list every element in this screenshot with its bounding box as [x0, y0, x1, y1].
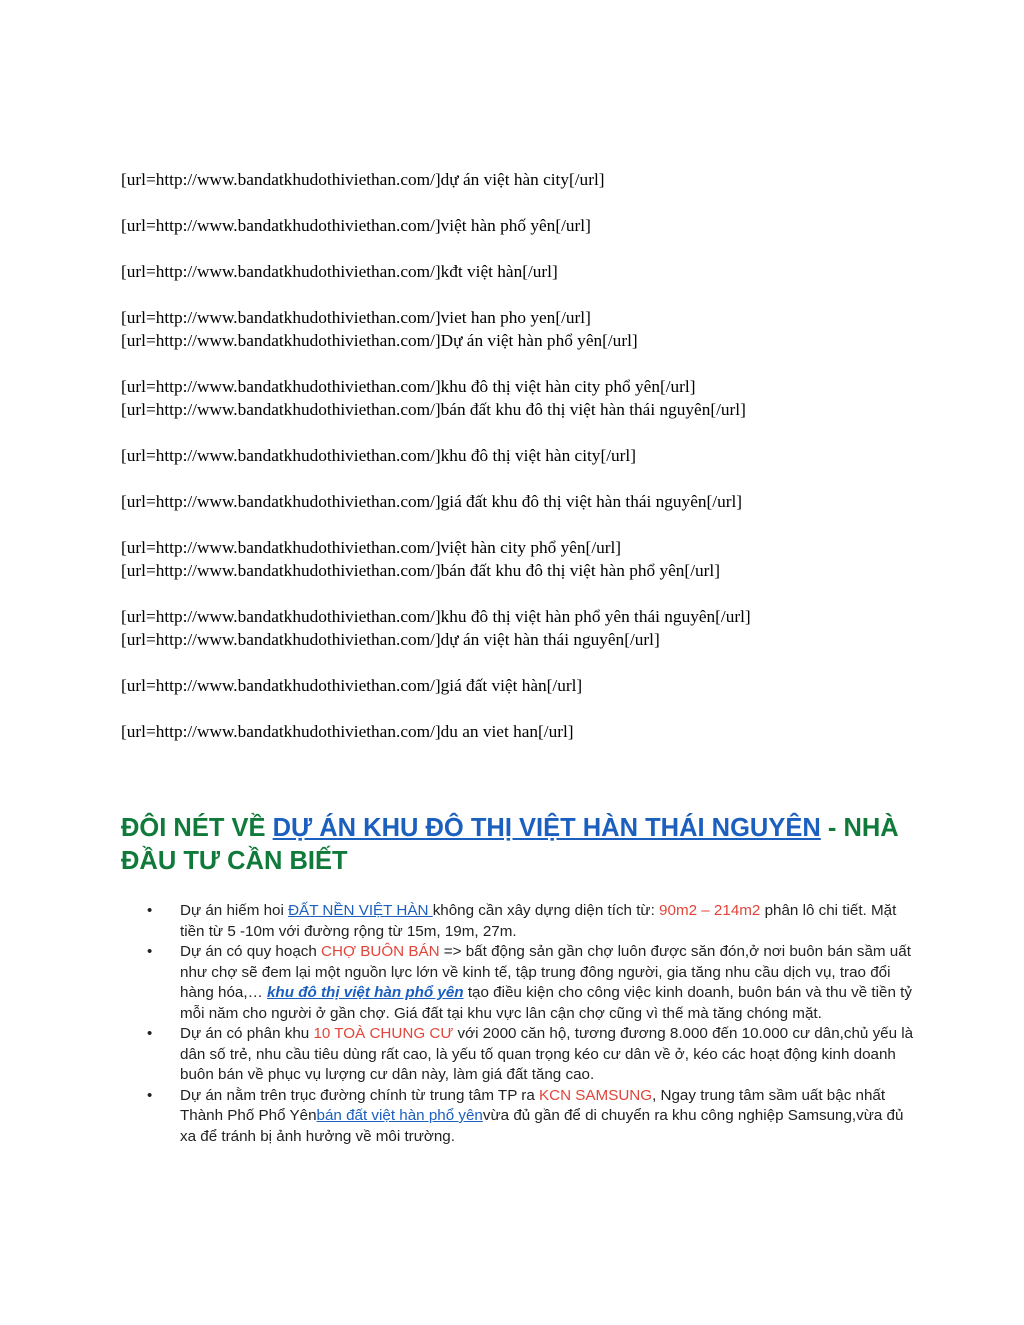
url-line: [url=http://www.bandatkhudothiviethan.com/]bán đất khu đô thị việt hàn phổ yên[/url] — [121, 561, 720, 580]
url-group — [121, 536, 981, 582]
bullet-icon: • — [147, 943, 153, 960]
khu-do-thi-link[interactable]: khu đô thị việt hàn phổ yên — [266, 984, 464, 1001]
section-heading — [121, 812, 941, 878]
bullet-text: Dự án có quy hoạch — [180, 943, 322, 960]
url-line: [url=http://www.bandatkhudothiviethan.com/]việt hàn phố yên[/url] — [121, 216, 591, 235]
bullet-text: tạo điều kiện cho công việc kinh doanh, buôn bán và thu về tiền tỷ mỗi năm cho người ở gần chợ. Giá đất tại khu vực lân cận chợ cũng vì thế mà tăng chóng mặt. — [180, 984, 912, 1022]
bullet-text: phân lô chi tiết. Mặt tiền từ 5 -10m với đường rộng từ 15m, 19m, 27m. — [180, 902, 897, 940]
url-line: [url=http://www.bandatkhudothiviethan.com/]giá đất khu đô thị việt hàn thái nguyên[/url] — [121, 492, 743, 511]
url-line: [url=http://www.bandatkhudothiviethan.com/]khu đô thị việt hàn city phổ yên[/url] — [121, 377, 696, 396]
highlight-text: CHỢ BUÔN BÁN — [321, 943, 440, 960]
highlight-text: 10 TOÀ CHUNG CƯ — [313, 1025, 454, 1042]
bullet-text: , Ngay trung tâm sầm uất bậc nhất Thành Phố Phổ Yên — [180, 1086, 886, 1124]
url-line: [url=http://www.bandatkhudothiviethan.com/]kđt việt hàn[/url] — [121, 262, 558, 281]
url-line: [url=http://www.bandatkhudothiviethan.com/]khu đô thị việt hàn phổ yên thái nguyên[/url] — [121, 607, 751, 626]
highlight-text: KCN SAMSUNG — [539, 1086, 653, 1104]
url-group — [121, 720, 981, 743]
url-group — [121, 444, 981, 467]
url-line: [url=http://www.bandatkhudothiviethan.com/]việt hàn city phổ yên[/url] — [121, 538, 622, 557]
bullet-text: vừa đủ gần để di chuyển ra khu công nghiệp Samsung,vừa đủ xa để tránh bị ảnh hưởng về môi trường. — [180, 1107, 904, 1145]
bullet-icon: • — [147, 902, 153, 919]
url-group — [121, 674, 981, 697]
heading-text-start: ĐÔI NÉT VỀ — [121, 814, 273, 842]
bullet-text: Dự án nằm trên trục đường chính từ trung tâm TP ra — [180, 1086, 539, 1104]
url-line: [url=http://www.bandatkhudothiviethan.com/]du an viet han[/url] — [121, 722, 574, 741]
url-group — [121, 306, 981, 352]
bullet-text: Dự án hiếm hoi — [180, 902, 289, 919]
bullet-text: với 2000 căn hộ, tương đương 8.000 đến 10.000 cư dân,chủ yếu là dân số trẻ, nhu cầu tiêu dùng rất cao, là yếu tố quan trọng kéo cư dân về ở, kéo các hoạt động kinh doanh buôn bán về phục vụ lượng cư dân này, làm giá đất tăng cao. — [180, 1025, 914, 1083]
url-group — [121, 214, 981, 237]
bullet-text: Dự án có phân khu — [180, 1025, 314, 1042]
bullet-icon: • — [147, 1086, 153, 1104]
url-list — [121, 168, 981, 766]
heading-text-end: - NHÀ ĐẦU TƯ CẦN BIẾT — [121, 814, 899, 875]
ban-dat-link[interactable]: bán đất việt hàn phổ yên — [316, 1107, 483, 1124]
dat-nen-viet-han-link[interactable]: ĐẤT NỀN VIỆT HÀN — [288, 902, 433, 919]
bullet-text: => bất động sản gần chợ luôn được săn đón,ở nơi buôn bán sầm uất như chợ sẽ đem lại một nguồn lực lớn về kinh tế, tập trung đông người, gia tăng nhu cầu dịch vụ, trao đổi hàng hóa,… — [180, 943, 911, 1001]
url-line: [url=http://www.bandatkhudothiviethan.com/]viet han pho yen[/url] — [121, 308, 591, 327]
highlight-text: 90m2 – 214m2 — [659, 902, 761, 919]
bullet-icon: • — [147, 1025, 153, 1042]
list-item — [145, 1024, 915, 1086]
list-item — [145, 1086, 915, 1148]
url-group — [121, 260, 981, 283]
url-group — [121, 375, 981, 421]
url-group — [121, 168, 981, 191]
list-item — [145, 901, 915, 942]
feature-list — [145, 901, 915, 1147]
bullet-text: không cần xây dựng diện tích từ: — [432, 902, 660, 919]
list-item — [145, 942, 915, 1024]
url-group — [121, 605, 981, 651]
heading-project-link[interactable]: DỰ ÁN KHU ĐÔ THỊ VIỆT HÀN THÁI NGUYÊN — [272, 814, 821, 842]
url-line: [url=http://www.bandatkhudothiviethan.com/]Dự án việt hàn phổ yên[/url] — [121, 331, 638, 350]
url-group — [121, 490, 981, 513]
url-line: [url=http://www.bandatkhudothiviethan.com/]dự án việt hàn city[/url] — [121, 170, 605, 189]
url-line: [url=http://www.bandatkhudothiviethan.com/]giá đất việt hàn[/url] — [121, 676, 583, 695]
url-line: [url=http://www.bandatkhudothiviethan.com/]bán đất khu đô thị việt hàn thái nguyên[/url] — [121, 400, 746, 419]
url-line: [url=http://www.bandatkhudothiviethan.com/]dự án việt hàn thái nguyên[/url] — [121, 630, 660, 649]
url-line: [url=http://www.bandatkhudothiviethan.com/]khu đô thị việt hàn city[/url] — [121, 446, 636, 465]
